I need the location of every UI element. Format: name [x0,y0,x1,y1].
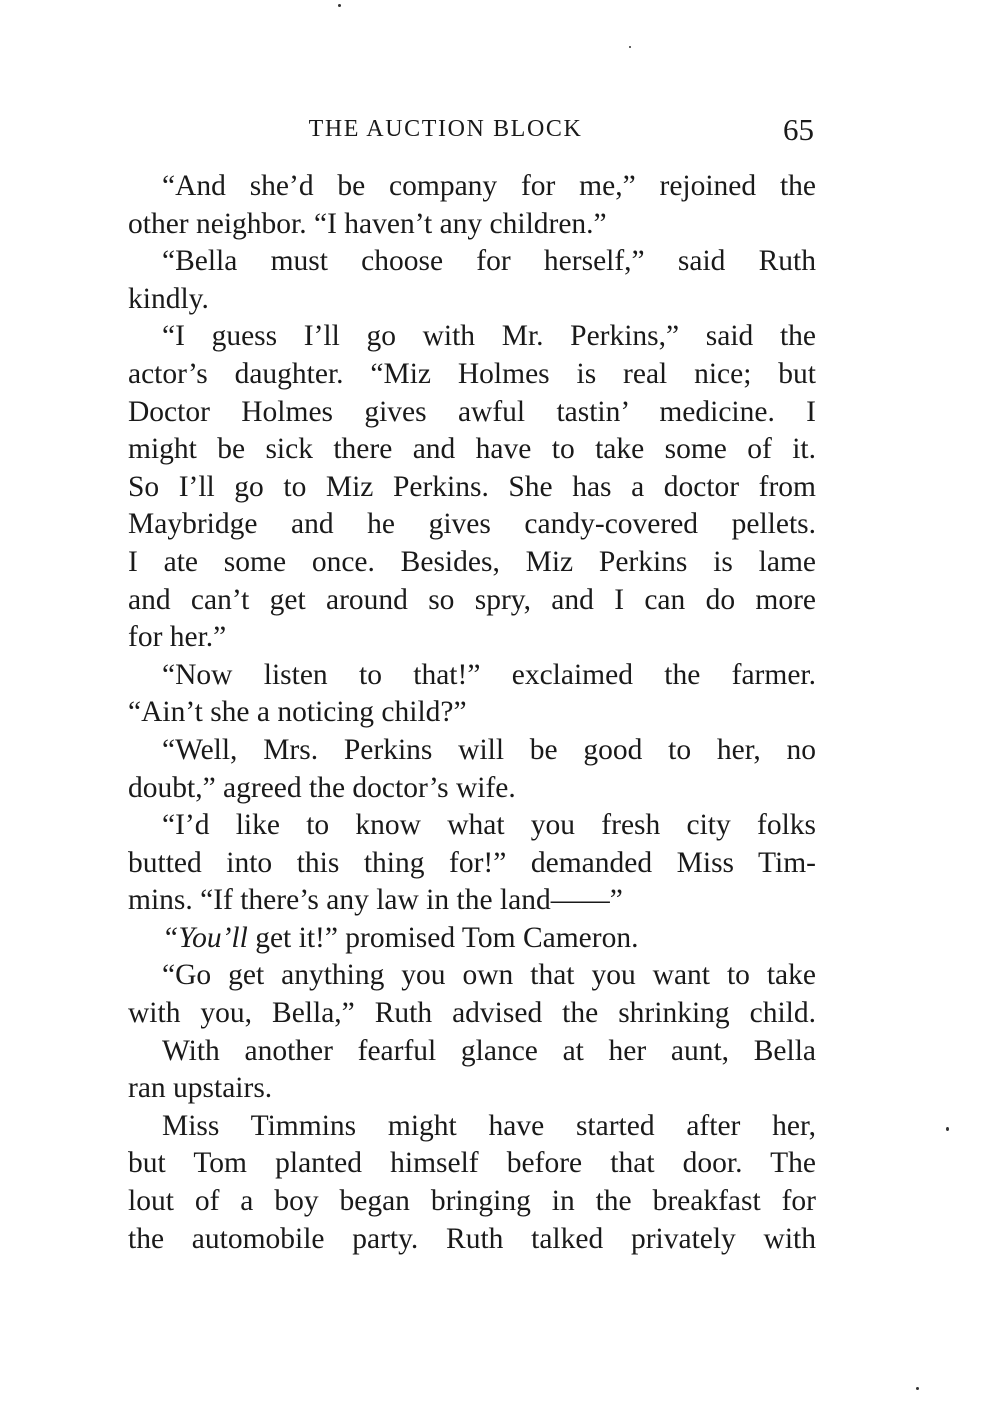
line-text: and can’t get around so spry, and I can do more [128,583,816,616]
line-text: “I guess I’ll go with Mr. Perkins,” said the [162,320,816,353]
text-line [128,957,816,995]
text-line [128,882,816,920]
text-line [128,1183,816,1221]
line-text: Maybridge and he gives candy-covered pellets. [128,508,816,541]
text-line [128,770,816,808]
text-line [128,845,816,883]
line-text: “Now listen to that!” exclaimed the farmer. [162,658,816,691]
line-text: Miss Timmins might have started after her, [162,1109,816,1142]
line-text: So I’ll go to Miz Perkins. She has a doctor from [128,470,816,503]
line-text: other neighbor. “I haven’t any children.” [128,207,607,240]
scan-speck [338,4,341,7]
line-text: ran upstairs. [128,1072,273,1105]
line-text: “Bella must choose for herself,” said Ruth [162,245,816,278]
line-text: might be sick there and have to take some of it. [128,433,816,466]
running-head [128,112,816,152]
line-text: but Tom planted himself before that door. The [128,1147,816,1180]
text-line [128,732,816,770]
text-line [128,1070,816,1108]
line-text: Doctor Holmes gives awful tastin’ medicine. I [128,395,816,428]
line-text: lout of a boy began bringing in the breakfast for [128,1185,816,1218]
line-text: “And she’d be company for me,” rejoined the [162,170,816,202]
text-line [128,281,816,319]
text-line [128,694,816,732]
line-text: get it!” promised Tom Cameron. [247,921,639,954]
scan-speck [946,1127,949,1131]
text-line [128,243,816,281]
text-line [128,506,816,544]
text-line [128,1221,816,1259]
running-title: THE AUCTION BLOCK [308,116,583,142]
text-line [128,318,816,356]
line-text: “Ain’t she a noticing child?” [128,696,467,729]
text-line [128,920,816,958]
line-text: the automobile party. Ruth talked privately with [128,1222,816,1255]
text-line [128,544,816,582]
text-line [128,657,816,695]
line-text: “Well, Mrs. Perkins will be good to her, no [162,733,816,766]
text-line [128,168,816,206]
text-line [128,807,816,845]
text-line [128,619,816,657]
text-line [128,431,816,469]
line-text: “Go get anything you own that you want to take [162,959,816,992]
line-text: for her.” [128,621,227,654]
text-line [128,206,816,244]
line-text: doubt,” agreed the doctor’s wife. [128,771,516,804]
text-line [128,356,816,394]
text-line [128,1033,816,1071]
text-line [128,469,816,507]
line-text: “I’d like to know what you fresh city folks [162,809,816,842]
body-text [128,168,816,1258]
line-text: With another fearful glance at her aunt, Bella [162,1034,816,1067]
line-text: with you, Bella,” Ruth advised the shrinking child. [128,997,816,1030]
text-line [128,1108,816,1146]
scan-speck [629,46,631,48]
scan-speck [916,1387,919,1390]
line-text: kindly. [128,282,209,315]
text-line [128,582,816,620]
line-text: I ate some once. Besides, Miz Perkins is lame [128,545,816,578]
italic-text: “You’ll [162,921,248,954]
text-line [128,394,816,432]
line-text: butted into this thing for!” demanded Miss Tim- [128,846,816,879]
text-line [128,1145,816,1183]
line-text: actor’s daughter. “Miz Holmes is real nice; but [128,357,816,390]
page-number: 65 [783,112,814,147]
line-text: mins. “If there’s any law in the land——” [128,884,623,917]
text-line [128,995,816,1033]
